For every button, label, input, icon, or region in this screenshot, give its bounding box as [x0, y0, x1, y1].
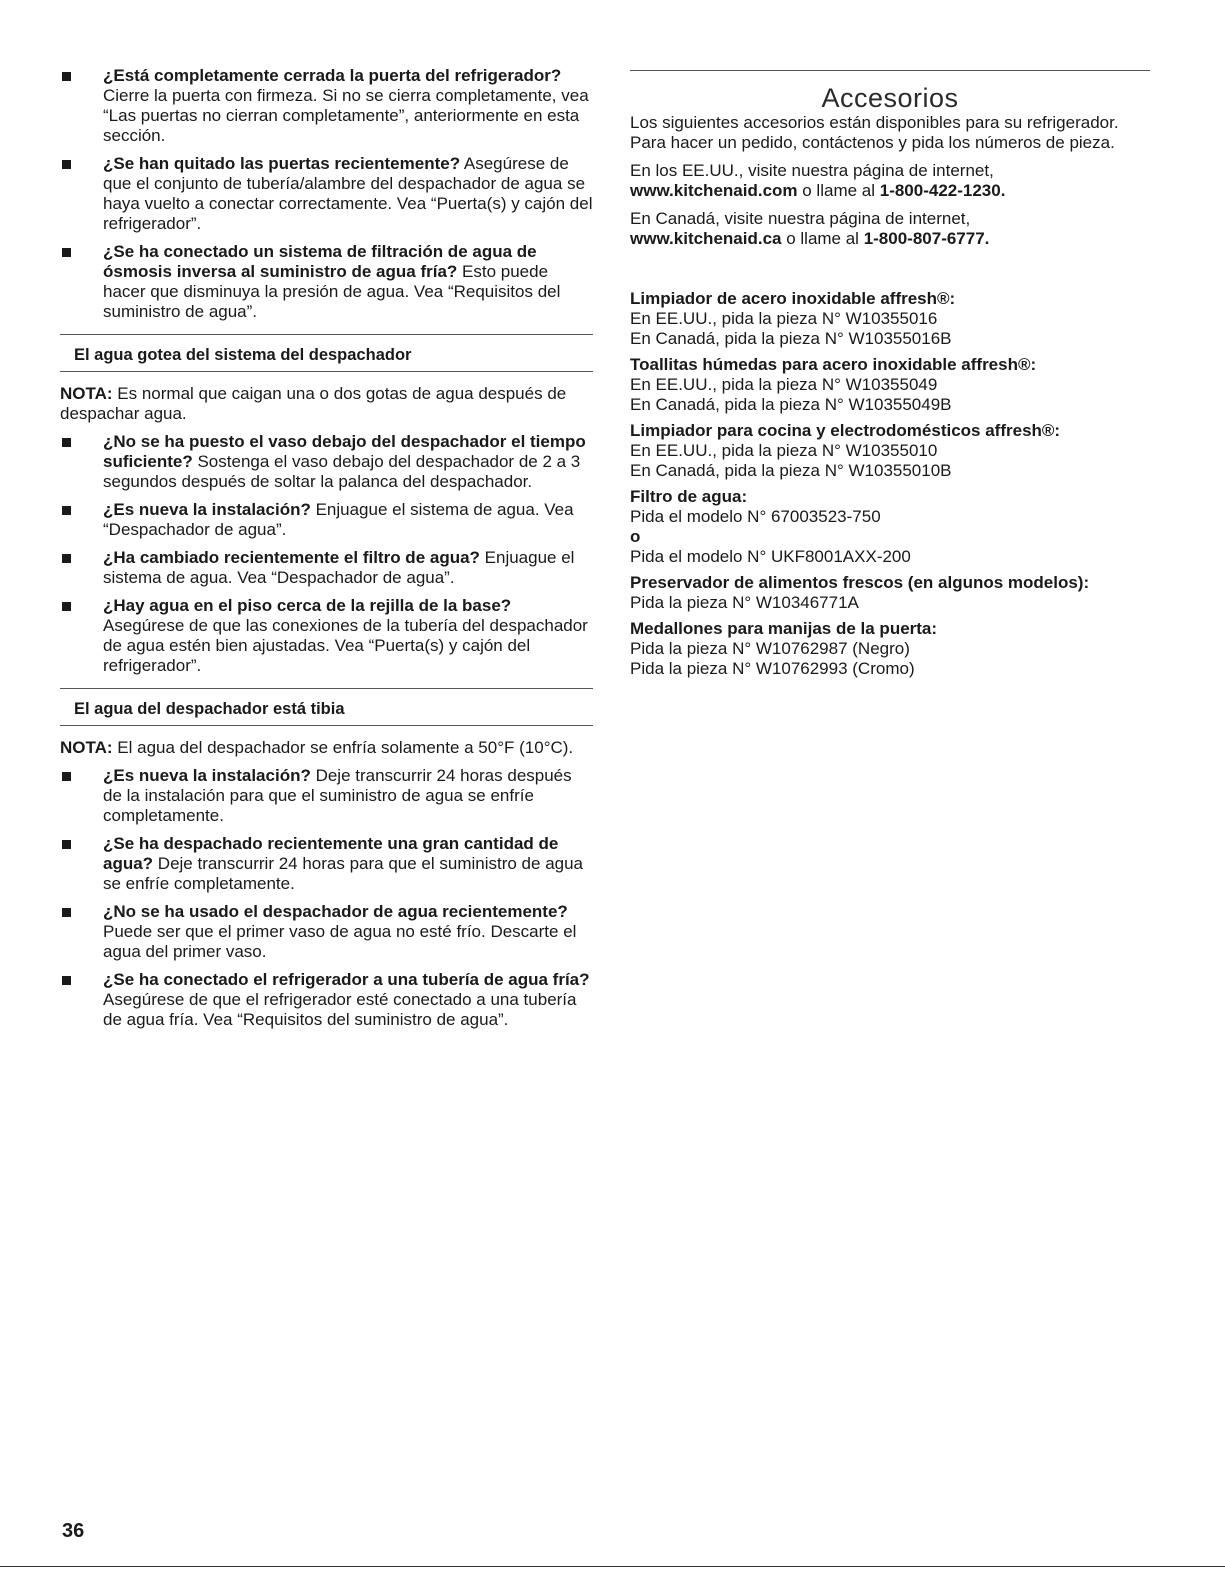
list-item: ¿No se ha puesto el vaso debajo del despachador el tiempo suficiente? Sostenga el vaso debajo del despachador de 2 a 3 segundos después de soltar la palanca del despachador. — [60, 432, 593, 492]
spacer — [630, 257, 1150, 289]
list-item: ¿Se ha conectado un sistema de filtración de agua de ósmosis inversa al suministro de agua fría? Esto puede hacer que disminuya la presión de agua. Vea “Requisitos del suministro de agua”. — [60, 242, 593, 322]
left-column — [60, 66, 593, 1038]
list-item: ¿Ha cambiado recientemente el filtro de agua? Enjuague el sistema de agua. Vea “Despachador de agua”. — [60, 548, 593, 588]
list-item: ¿No se ha usado el despachador de agua recientemente? Puede ser que el primer vaso de agua no esté frío. Descarte el agua del primer vaso. — [60, 902, 593, 962]
list-item: ¿Se ha conectado el refrigerador a una tubería de agua fría? Asegúrese de que el refrigerador esté conectado a una tubería de agua fría. Vea “Requisitos del suministro de agua”. — [60, 970, 593, 1030]
intro-bullet-list — [60, 66, 593, 322]
warm-water-bullet-list — [60, 766, 593, 1030]
right-column — [630, 70, 1150, 685]
us-website-link[interactable]: www.kitchenaid.com — [630, 181, 798, 200]
accessory-item: Toallitas húmedas para acero inoxidable affresh®: En EE.UU., pida la pieza N° W10355049 En Canadá, pida la pieza N° W10355049B — [630, 355, 1037, 414]
accessory-item: Limpiador de acero inoxidable affresh®: En EE.UU., pida la pieza N° W10355016 En Canadá, pida la pieza N° W10355016B — [630, 289, 956, 348]
list-item: ¿Hay agua en el piso cerca de la rejilla de la base? Asegúrese de que las conexiones de la tubería del despachador de agua estén bien ajustadas. Vea “Puerta(s) y cajón del refrigerador”. — [60, 596, 593, 676]
list-item: ¿Se ha despachado recientemente una gran cantidad de agua? Deje transcurrir 24 horas para que el suministro de agua se enfríe completamente. — [60, 834, 593, 894]
section-heading-warm-water: El agua del despachador está tibia — [60, 688, 593, 726]
accessories-title: Accesorios — [821, 83, 959, 113]
ca-phone: 1-800-807-6777. — [863, 229, 990, 248]
canada-contact: En Canadá, visite nuestra página de internet, www.kitchenaid.ca o llame al 1-800-807-6777. — [630, 209, 990, 248]
divider — [630, 70, 1150, 71]
page-number: 36 — [62, 1520, 85, 1542]
us-contact: En los EE.UU., visite nuestra página de internet, www.kitchenaid.com o llame al 1-800-422-1230. — [630, 161, 1006, 200]
accessories-intro: Los siguientes accesorios están disponibles para su refrigerador. Para hacer un pedido, contáctenos y pida los números de pieza. — [630, 113, 1119, 152]
note-paragraph: NOTA: Es normal que caigan una o dos gotas de agua después de despachar agua. — [60, 384, 567, 423]
list-item: ¿Se han quitado las puertas recientemente? Asegúrese de que el conjunto de tubería/alambre del despachador de agua se haya vuelto a conectar correctamente. Vea “Puerta(s) y cajón del refrigerador”. — [60, 154, 593, 234]
dripping-bullet-list — [60, 432, 593, 676]
note-paragraph: NOTA: El agua del despachador se enfría solamente a 50°F (10°C). — [60, 738, 574, 757]
accessory-item: Filtro de agua: Pida el modelo N° 67003523-750 o Pida el modelo N° UKF8001AXX-200 — [630, 487, 911, 566]
bottom-divider — [0, 1566, 1225, 1567]
accessory-item: Preservador de alimentos frescos (en algunos modelos): Pida la pieza N° W10346771A — [630, 573, 1090, 612]
list-item: ¿Es nueva la instalación? Enjuague el sistema de agua. Vea “Despachador de agua”. — [60, 500, 593, 540]
ca-website-link[interactable]: www.kitchenaid.ca — [630, 229, 782, 248]
accessory-item: Medallones para manijas de la puerta: Pida la pieza N° W10762987 (Negro) Pida la pieza N° W10762993 (Cromo) — [630, 619, 938, 678]
accessory-item: Limpiador para cocina y electrodomésticos affresh®: En EE.UU., pida la pieza N° W10355010 En Canadá, pida la pieza N° W10355010B — [630, 421, 1061, 480]
list-item: ¿Es nueva la instalación? Deje transcurrir 24 horas después de la instalación para que el suministro de agua se enfríe completamente. — [60, 766, 593, 826]
us-phone: 1-800-422-1230. — [879, 181, 1006, 200]
section-heading-dripping: El agua gotea del sistema del despachador — [60, 334, 593, 372]
list-item: ¿Está completamente cerrada la puerta del refrigerador? Cierre la puerta con firmeza. Si no se cierra completamente, vea “Las puertas no cierran completamente”, anteriormente en esta sección. — [60, 66, 593, 146]
